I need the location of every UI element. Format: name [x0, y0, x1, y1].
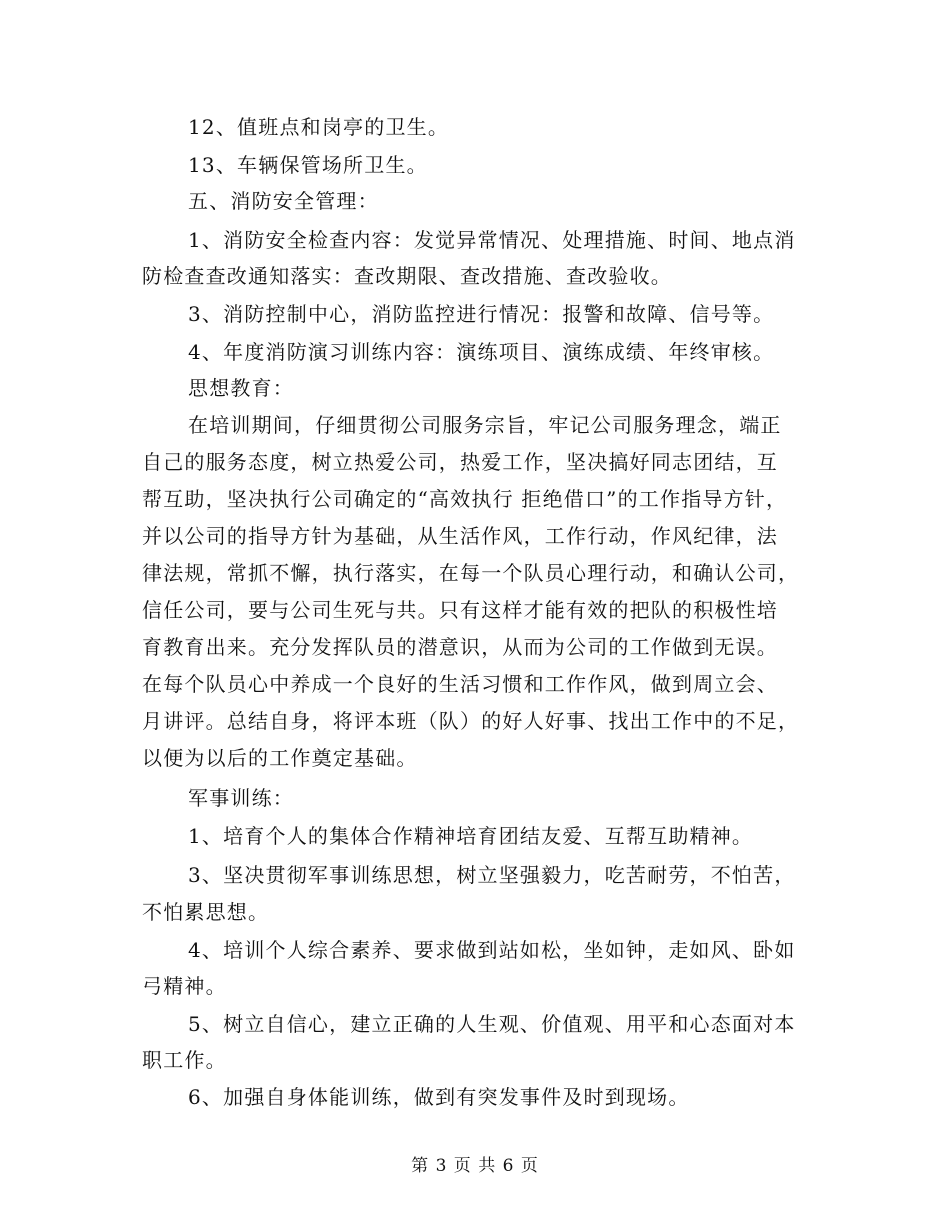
text-line: 帮互助，坚决执行公司确定的“高效执行 拒绝借口”的工作指导方针， [142, 487, 788, 511]
text-line: 防检查查改通知落实：查改期限、查改措施、查改验收。 [142, 264, 672, 288]
text-line: 4、培训个人综合素养、要求做到站如松，坐如钟，走如风、卧如 [188, 938, 796, 962]
text-line: 1、消防安全检查内容：发觉异常情况、处理措施、时间、地点消 [188, 228, 796, 252]
text-line: 12、值班点和岗亭的卫生。 [188, 115, 450, 139]
text-line: 不怕累思想。 [142, 900, 270, 924]
section-heading: 军事训练： [188, 786, 294, 810]
text-line: 以便为以后的工作奠定基础。 [142, 746, 418, 770]
text-line: 3、坚决贯彻军事训练思想，树立坚强毅力，吃苦耐劳，不怕苦， [188, 863, 796, 887]
text-line: 6、加强自身体能训练，做到有突发事件及时到现场。 [188, 1085, 690, 1109]
text-line: 信任公司，要与公司生死与共。只有这样才能有效的把队的积极性培 [142, 598, 778, 622]
text-line: 月讲评。总结自身，将评本班（队）的好人好事、找出工作中的不足， [142, 709, 800, 733]
page-number-footer: 第 3 页 共 6 页 [411, 1156, 539, 1176]
text-line: 并以公司的指导方针为基础，从生活作风，工作行动，作风纪律，法 [142, 524, 778, 548]
text-line: 职工作。 [142, 1048, 227, 1072]
text-line: 自己的服务态度，树立热爱公司，热爱工作，坚决搞好同志团结，互 [142, 450, 778, 474]
text-line: 1、培育个人的集体合作精神培育团结友爱、互帮互助精神。 [188, 824, 754, 848]
text-line: 4、年度消防演习训练内容：演练项目、演练成绩、年终审核。 [188, 340, 775, 364]
text-line: 在每个队员心中养成一个良好的生活习惯和工作作风，做到周立会、 [142, 672, 778, 696]
text-line: 在培训期间，仔细贯彻公司服务宗旨，牢记公司服务理念，端正 [188, 413, 782, 437]
text-line: 弓精神。 [142, 974, 227, 998]
text-line: 律法规，常抓不懈，执行落实，在每一个队员心理行动，和确认公司， [142, 561, 800, 585]
text-line: 育教育出来。充分发挥队员的潜意识，从而为公司的工作做到无误。 [142, 635, 778, 659]
text-line: 3、消防控制中心，消防监控进行情况：报警和故障、信号等。 [188, 302, 775, 326]
section-heading: 五、消防安全管理： [188, 189, 379, 213]
text-line: 5、树立自信心，建立正确的人生观、价值观、用平和心态面对本 [188, 1012, 796, 1036]
section-heading: 思想教育： [188, 376, 294, 400]
text-line: 13、车辆保管场所卫生。 [188, 153, 428, 177]
